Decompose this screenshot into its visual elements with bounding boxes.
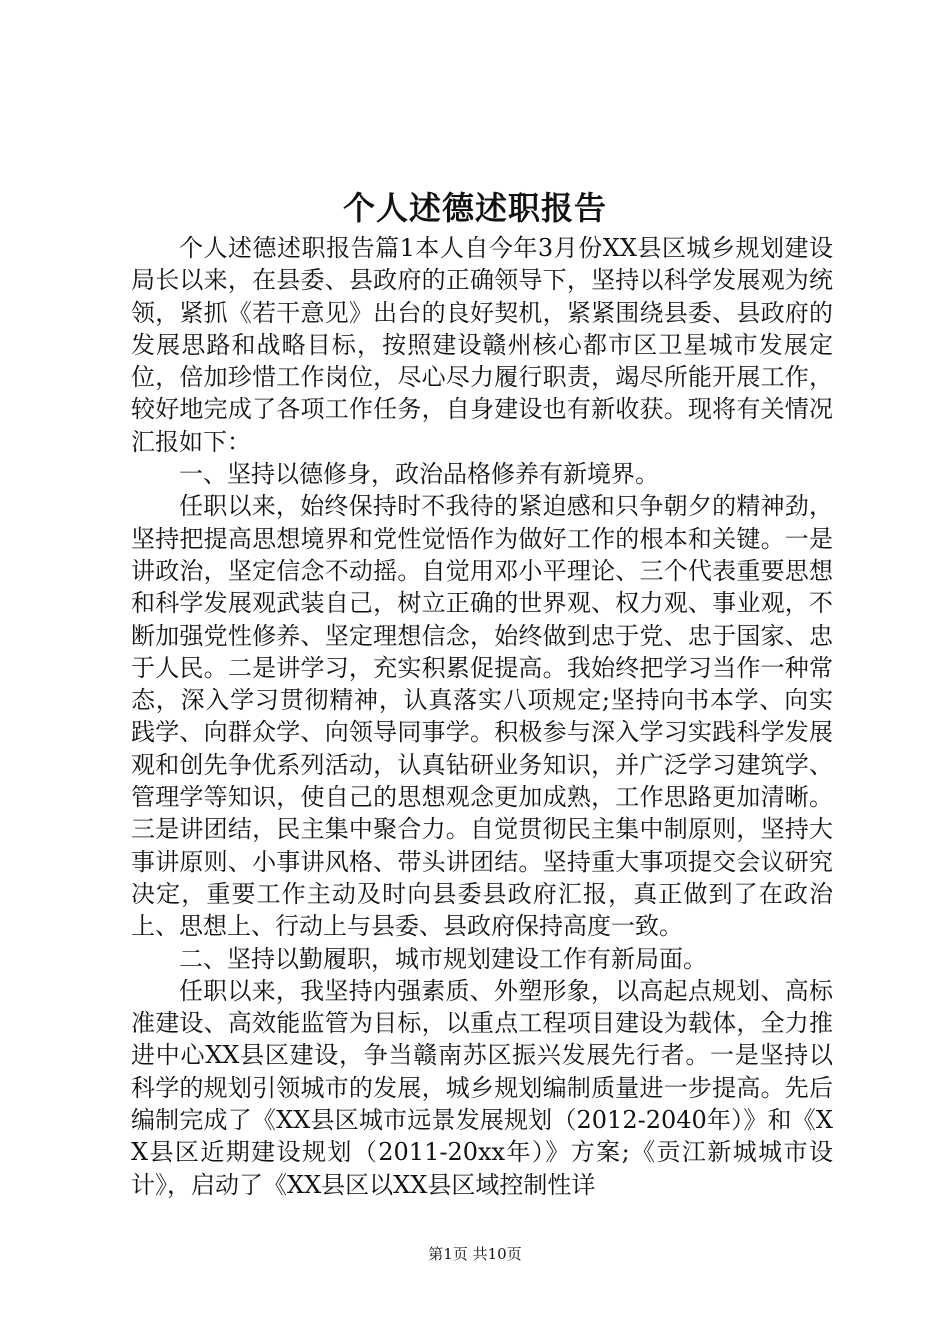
section-heading-1: 一、坚持以德修身，政治品格修养有新境界。	[179, 460, 659, 489]
document-body	[131, 232, 833, 1201]
paragraph-section-1: 任职以来，始终保持时不我待的紧迫感和只争朝夕的精神劲，坚持把提高思想境界和党性觉悟作为做好工作的根本和关键。一是讲政治，坚定信念不动摇。自觉用邓小平理论、三个代表重要思想和科学发展观武装自己，树立正确的世界观、权力观、事业观，不断加强党性修养、坚定理想信念，始终做到忠于党、忠于国家、忠于人民。二是讲学习，充实积累促提高。我始终把学习当作一种常态，深入学习贯彻精神，认真落实八项规定;坚持向书本学、向实践学、向群众学、向领导同事学。积极参与深入学习实践科学发展观和创先争优系列活动，认真钻研业务知识，并广泛学习建筑学、管理学等知识，使自己的思想观念更加成熟，工作思路更加清晰。三是讲团结，民主集中聚合力。自觉贯彻民主集中制原则，坚持大事讲原则、小事讲风格、带头讲团结。坚持重大事项提交会议研究决定，重要工作主动及时向县委县政府汇报，真正做到了在政治上、思想上、行动上与县委、县政府保持高度一致。	[131, 492, 833, 941]
section-heading-2: 二、坚持以勤履职，城市规划建设工作有新局面。	[179, 944, 707, 973]
paragraph-intro: 个人述德述职报告篇1本人自今年3月份XX县区城乡规划建设局长以来，在县委、县政府的正确领导下，坚持以科学发展观为统领，紧抓《若干意见》出台的良好契机，紧紧围绕县委、县政府的发展思路和战略目标，按照建设赣州核心都市区卫星城市发展定位，倍加珍惜工作岗位，尽心尽力履行职责，竭尽所能开展工作，较好地完成了各项工作任务，自身建设也有新收获。现将有关情况汇报如下：	[131, 234, 833, 456]
paragraph-section-2: 任职以来，我坚持内强素质、外塑形象，以高起点规划、高标准建设、高效能监管为目标，以重点工程项目建设为载体，全力推进中心XX县区建设，争当赣南苏区振兴发展先行者。一是坚持以科学的规划引领城市的发展，城乡规划编制质量进一步提高。先后编制完成了《XX县区城市远景发展规划（2012-2040年）》和《XX县区近期建设规划（2011-20xx年）》方案;《贡江新城城市设计》，启动了《XX县区以XX县区域控制性详	[131, 976, 833, 1199]
document-title: 个人述德述职报告	[342, 189, 607, 227]
page-footer: 第1页 共10页	[428, 1245, 522, 1263]
